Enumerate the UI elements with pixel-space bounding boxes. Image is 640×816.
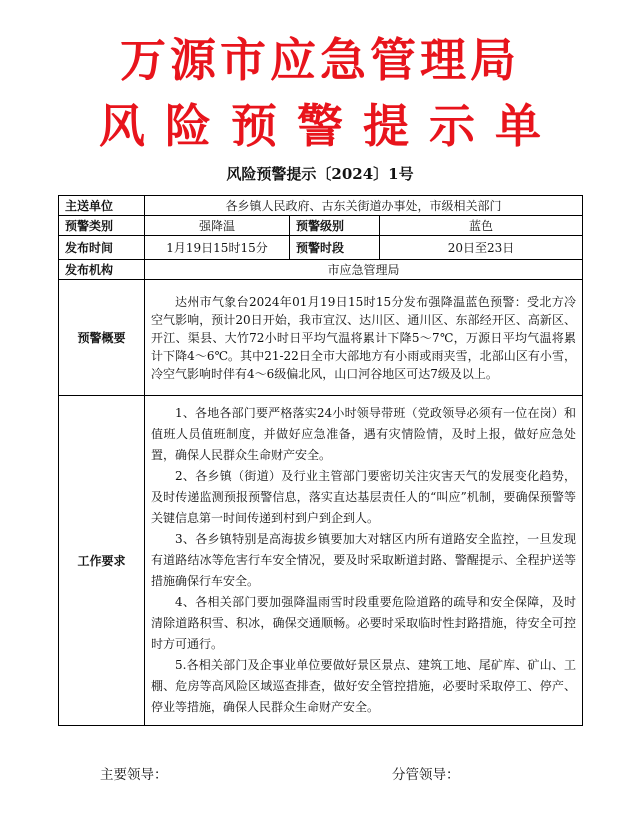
requirement-item: 3、各乡镇特别是高海拔乡镇要加大对辖区内所有道路安全监控，一旦发现有道路结冰等危害行车安全情况，要及时采取断道封路、警醒提示、全程护送等措施确保行车安全。 [151, 532, 577, 588]
warning-period-value: 20日至23日 [380, 236, 583, 260]
document-title: 风险预警提示单 [99, 99, 561, 153]
deputy-leader-signature-label: 分管领导： [392, 767, 460, 783]
main-leader-signature-label: 主要领导： [100, 767, 168, 783]
warning-type-label: 预警类别 [59, 216, 145, 236]
requirements-label: 工作要求 [59, 396, 145, 726]
row-type-level [59, 216, 583, 236]
warning-level-value: 蓝色 [380, 216, 583, 236]
issuer-label: 发布机构 [59, 260, 145, 280]
requirement-item: 2、各乡镇（街道）及行业主管部门要密切关注灾害天气的发展变化趋势，及时传递监测预报预警信息，落实直达基层责任人的“叫应”机制，要确保预警等关键信息第一时间传递到村到户到企到人。 [151, 469, 577, 525]
summary-cell [145, 280, 583, 396]
row-requirements [59, 396, 583, 726]
row-issuer [59, 260, 583, 280]
warning-period-label: 预警时段 [290, 236, 380, 260]
issue-time-label: 发布时间 [59, 236, 145, 260]
row-recipients [59, 196, 583, 216]
issue-time-value: 1月19日15时15分 [145, 236, 290, 260]
summary-label: 预警概要 [59, 280, 145, 396]
requirement-item: 4、各相关部门要加强降温雨雪时段重要危险道路的疏导和安全保障，及时清除道路积雪、积冰，确保交通顺畅。必要时采取临时性封路措施，待安全可控时方可通行。 [151, 595, 577, 651]
agency-title: 万源市应急管理局 [120, 33, 520, 87]
warning-type-value: 强降温 [145, 216, 290, 236]
warning-level-label: 预警级别 [290, 216, 380, 236]
warning-form-table [58, 195, 583, 726]
issuer-value: 市应急管理局 [145, 260, 583, 280]
row-time-period [59, 236, 583, 260]
recipients-label: 主送单位 [59, 196, 145, 216]
requirement-item: 5.各相关部门及企事业单位要做好景区景点、建筑工地、尾矿库、矿山、工棚、危房等高风险区域巡查排查，做好安全管控措施，必要时采取停工、停产、停业等措施，确保人民群众生命财产安全。 [151, 658, 577, 714]
requirement-item: 1、各地各部门要严格落实24小时领导带班（党政领导必须有一位在岗）和值班人员值班制度，并做好应急准备，遇有灾情险情，及时上报，做好应急处置，确保人民群众生命财产安全。 [151, 406, 577, 462]
requirements-cell [145, 396, 583, 726]
document-number: 风险预警提示〔2024〕1号 [226, 165, 414, 183]
row-summary [59, 280, 583, 396]
summary-text: 达州市气象台2024年01月19日15时15分发布强降温蓝色预警：受北方冷空气影响，预计20日开始，我市宣汉、达川区、通川区、东部经开区、高新区、开江、渠县、大竹72小时日平均气温将累计下降5～7℃，万源日平均气温将累计下降4～6℃。其中21-22日全市大部地方有小雨或雨夹雪，北部山区有小雪，冷空气影响时伴有4～6级偏北风，山口河谷地区可达7级及以上。 [151, 294, 577, 381]
recipients-value: 各乡镇人民政府、古东关街道办事处，市级相关部门 [145, 196, 583, 216]
